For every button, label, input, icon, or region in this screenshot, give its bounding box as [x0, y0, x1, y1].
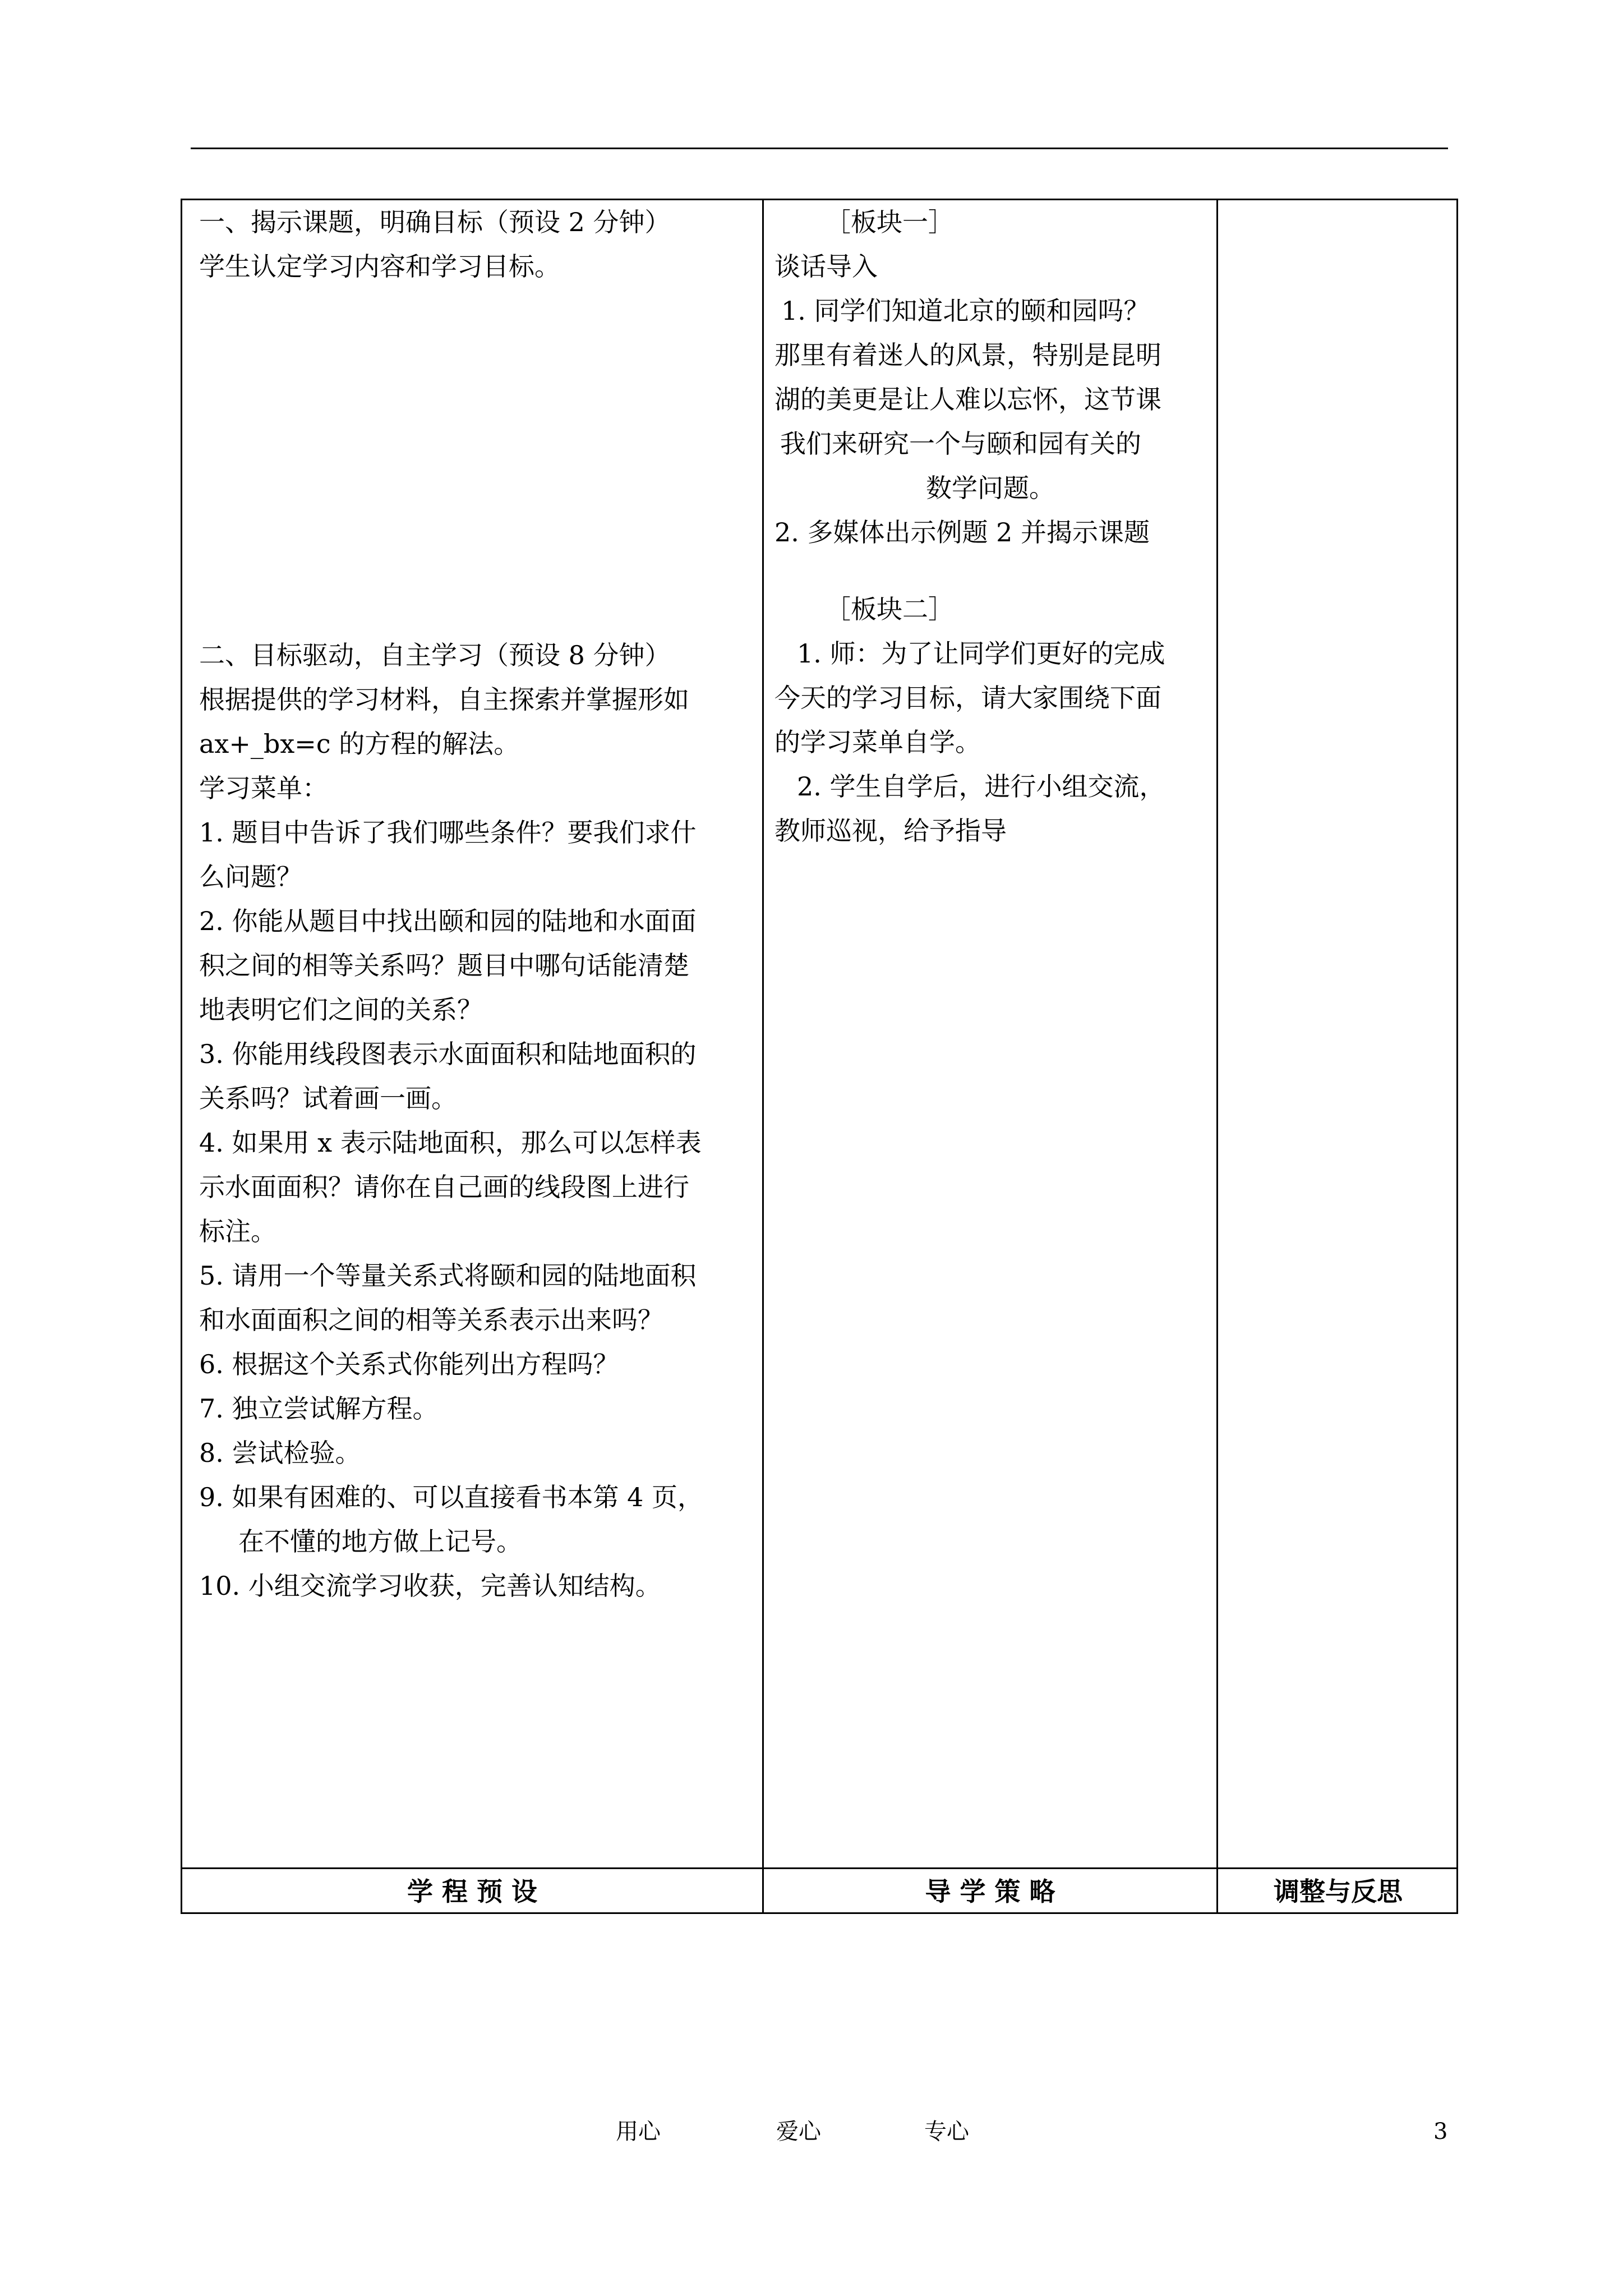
block1-line: 湖的美更是让人难以忘怀，这节课	[774, 384, 1161, 415]
menu-line: 标注。	[199, 1216, 276, 1246]
block1-line: 1. 同学们知道北京的颐和园吗？	[781, 296, 1150, 326]
block1-line: 数学问题。	[926, 473, 1055, 503]
section2-intro: 根据提供的学习材料，自主探索并掌握形如	[199, 684, 689, 715]
block1-line: 2. 多媒体出示例题 2 并揭示课题	[774, 517, 1150, 547]
menu-line: 5. 请用一个等量关系式将颐和园的陆地面积	[199, 1260, 697, 1291]
block2-line: 教师巡视，给予指导	[774, 816, 1007, 846]
menu-line: 7. 独立尝试解方程。	[199, 1393, 439, 1424]
column-divider	[1216, 200, 1218, 1912]
section1-title: 一、揭示课题，明确目标（预设 2 分钟）	[199, 207, 671, 237]
block2-line: 1. 师：为了让同学们更好的完成	[797, 638, 1165, 669]
menu-line: 1. 题目中告诉了我们哪些条件？要我们求什	[199, 817, 697, 848]
section1-text: 学生认定学习内容和学习目标。	[199, 251, 560, 282]
block1-line: 我们来研究一个与颐和园有关的	[780, 429, 1141, 459]
section2-intro: ax+_bx=c 的方程的解法。	[199, 729, 520, 759]
menu-line: 8. 尝试检验。	[199, 1438, 361, 1468]
column-divider	[762, 200, 764, 1912]
block1-cell	[774, 200, 1206, 555]
menu-line: 9. 如果有困难的、可以直接看书本第 4 页，	[199, 1482, 704, 1512]
menu-line: 10. 小组交流学习收获，完善认知结构。	[199, 1571, 661, 1601]
block2-line: 的学习菜单自学。	[774, 727, 981, 757]
lesson-table	[181, 199, 1458, 1914]
block1-title: ［板块一］	[825, 207, 954, 237]
block2-cell	[774, 587, 1206, 853]
menu-line: 和水面面积之间的相等关系表示出来吗？	[199, 1305, 663, 1335]
menu-line: 积之间的相等关系吗？题目中哪句话能清楚	[199, 950, 689, 981]
menu-title: 学习菜单：	[199, 773, 328, 803]
section1-cell	[199, 200, 754, 289]
block2-line: 2. 学生自学后，进行小组交流，	[797, 771, 1165, 802]
block2-title: ［板块二］	[825, 594, 954, 624]
footer-word: 用心	[616, 2119, 661, 2145]
block1-subtitle: 谈话导入	[774, 251, 878, 282]
section2-title: 二、目标驱动，自主学习（预设 8 分钟）	[199, 640, 671, 670]
menu-line: 2. 你能从题目中找出颐和园的陆地和水面面	[199, 906, 697, 936]
section2-cell	[199, 633, 754, 1608]
menu-line: 4. 如果用 x 表示陆地面积，那么可以怎样表	[199, 1128, 702, 1158]
footer-col2-label: 导 学 策 略	[925, 1876, 1055, 1907]
footer-col1-label: 学 程 预 设	[407, 1876, 538, 1907]
footer-word: 专心	[924, 2119, 969, 2145]
header-rule	[191, 148, 1448, 149]
menu-line: 在不懂的地方做上记号。	[238, 1526, 522, 1557]
menu-line: 关系吗？试着画一画。	[199, 1083, 457, 1114]
page-number: 3	[1433, 2119, 1448, 2145]
menu-line: 6. 根据这个关系式你能列出方程吗？	[199, 1349, 619, 1379]
block1-line: 那里有着迷人的风景，特别是昆明	[774, 340, 1161, 370]
menu-line: 地表明它们之间的关系？	[199, 995, 483, 1025]
menu-line: 么问题？	[199, 862, 302, 892]
block2-line: 今天的学习目标，请大家围绕下面	[774, 683, 1161, 713]
footer-col3-label: 调整与反思	[1274, 1876, 1403, 1907]
menu-line: 3. 你能用线段图表示水面面积和陆地面积的	[199, 1039, 697, 1069]
menu-line: 示水面面积？请你在自己画的线段图上进行	[199, 1172, 689, 1202]
footer-word: 爱心	[776, 2119, 821, 2145]
